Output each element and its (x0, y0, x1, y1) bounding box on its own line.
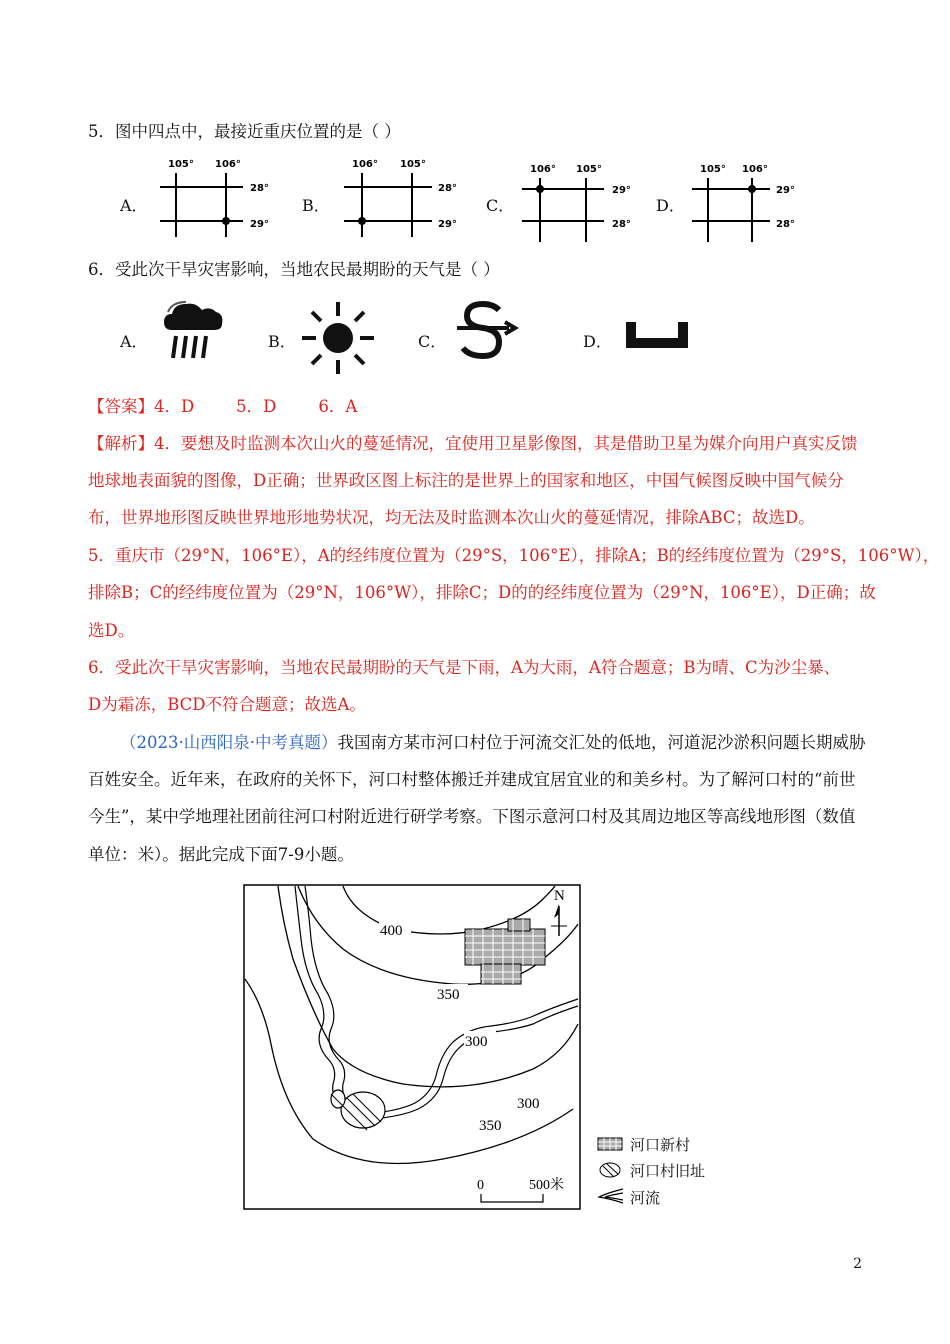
analysis-line-2: 地球地表面貌的图像，D正确；世界政区图上标注的是世界上的国家和地区，中国气候图反映中国气候分 (88, 471, 844, 490)
q6-option-c-label: C． (418, 332, 447, 351)
grid-c-lat1: 29° (612, 185, 631, 196)
q5-grid-a (158, 155, 278, 240)
q6-option-a-label: A． (120, 332, 148, 351)
legend-river-icon (597, 1187, 625, 1205)
sunny-icon (300, 300, 376, 376)
legend-river: 河流 (630, 1189, 661, 1207)
analysis-line-1 (88, 434, 858, 454)
grid-d-lat2: 28° (776, 219, 795, 230)
scale-zero: 0 (477, 1178, 484, 1193)
legend-old-site: 河口村旧址 (630, 1162, 706, 1180)
grid-b-lon1: 106° (352, 159, 378, 170)
scale-distance: 500米 (529, 1178, 564, 1193)
passage-line-3: 今生”，某中学地理社团前往河口村附近进行研学考察。下图示意河口村及其周边地区等高线地形图（数值 (88, 807, 856, 826)
contour-label-400: 400 (380, 923, 403, 939)
analysis-line-5: 排除B；C的经纬度位置为（29°N，106°W），排除C；D的的经纬度位置为（29°N，106°E），D正确；故 (88, 583, 876, 602)
analysis-line-4: 5．重庆市（29°N，106°E），A的经纬度位置为（29°S，106°E），排除A；B的经纬度位置为（29°S，106°W）， (88, 546, 940, 565)
grid-a-lon2: 106° (215, 159, 241, 170)
analysis-line-7: 6．受此次干旱灾害影响，当地农民最期盼的天气是下雨，A为大雨，A符合题意；B为晴、C为沙尘暴、 (88, 658, 841, 677)
answer-tag: 【答案】 (88, 397, 154, 416)
passage-line-1 (120, 733, 865, 753)
contour-map (243, 884, 583, 1210)
passage-line-2: 百姓安全。近年来，在政府的关怀下，河口村整体搬迁并建成宜居宜业的和美乡村。为了解河口村的“前世 (88, 770, 856, 789)
analysis-line-3: 布，世界地形图反映世界地形地势状况，均无法及时监测本次山火的蔓延情况，排除ABC；故选D。 (88, 508, 815, 527)
legend-new-village: 河口新村 (630, 1136, 691, 1154)
answer-line (88, 397, 357, 417)
q5-option-a-label: A． (120, 196, 148, 215)
grid-a-lat1: 28° (250, 183, 269, 194)
legend-new-village-icon (597, 1137, 623, 1151)
grid-d-lon2: 106° (742, 164, 768, 175)
contour-label-350-top: 350 (437, 987, 460, 1003)
frost-icon (624, 320, 692, 352)
legend-old-site-icon (598, 1161, 622, 1179)
q5-grid-b (340, 155, 465, 240)
passage-source: （2023·山西阳泉·中考真题） (120, 733, 338, 752)
passage-line-4: 单位：米）。据此完成下面7-9小题。 (88, 845, 354, 864)
grid-a-lat2: 29° (250, 219, 269, 230)
grid-b-lon2: 105° (400, 159, 426, 170)
grid-c-lat2: 28° (612, 219, 631, 230)
q5-option-c-label: C． (486, 196, 515, 215)
grid-c-lon1: 106° (530, 164, 556, 175)
grid-b-lat2: 29° (438, 219, 457, 230)
contour-label-350-bottom: 350 (479, 1118, 502, 1134)
grid-a-lon1: 105° (168, 159, 194, 170)
analysis-line-6: 选D。 (88, 621, 135, 640)
analysis-tag: 【解析】 (88, 434, 154, 453)
q6-option-d-label: D． (583, 332, 612, 351)
answer-text: 4．D 5．D 6．A (154, 397, 358, 416)
north-label: N (554, 888, 565, 904)
grid-b-lat1: 28° (438, 183, 457, 194)
q6-option-b-label: B． (268, 332, 296, 351)
contour-label-300-top: 300 (465, 1034, 488, 1050)
page-number: 2 (853, 1256, 862, 1272)
contour-label-300-bottom: 300 (517, 1096, 540, 1112)
grid-d-lat1: 29° (776, 185, 795, 196)
q5-grid-d (692, 158, 812, 243)
q5-option-b-label: B． (302, 196, 330, 215)
q5-stem: 5．图中四点中，最接近重庆位置的是（ ） (88, 122, 401, 141)
sandstorm-icon (453, 300, 519, 362)
analysis-text: 4．要想及时监测本次山火的蔓延情况，宜使用卫星影像图，其是借助卫星为媒介向用户真实反馈 (154, 434, 858, 453)
q6-stem: 6．受此次干旱灾害影响，当地农民最期盼的天气是（ ） (88, 260, 500, 279)
q5-option-d-label: D． (656, 196, 685, 215)
analysis-line-8: D为霜冻，BCD不符合题意；故选A。 (88, 695, 366, 714)
grid-d-lon1: 105° (700, 164, 726, 175)
grid-c-lon2: 105° (576, 164, 602, 175)
q5-grid-c (520, 158, 640, 243)
heavy-rain-icon (160, 300, 226, 362)
passage-text-1: 我国南方某市河口村位于河流交汇处的低地，河道泥沙淤积问题长期威胁 (337, 733, 866, 752)
